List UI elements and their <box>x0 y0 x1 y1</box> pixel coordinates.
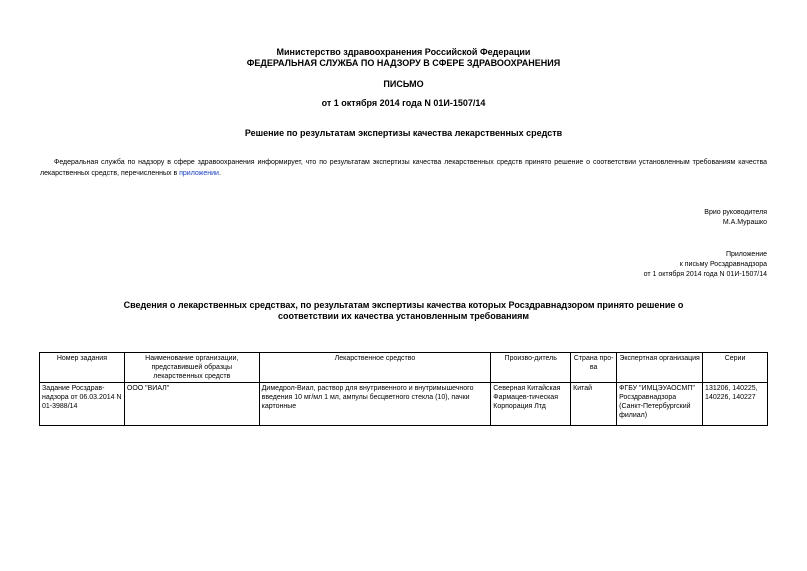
signature-block <box>704 208 767 228</box>
cell-manufacturer: Северная Китайская Фармацев-тическая Корпорация Лтд <box>491 383 571 426</box>
appendix-block <box>644 250 767 280</box>
body-end: . <box>218 170 221 177</box>
appendix-to: к письму Росздравнадзора <box>679 261 767 268</box>
header-medicine: Лекарственное средство <box>259 353 491 383</box>
table-row <box>40 383 768 426</box>
header-manufacturer: Произво-дитель <box>491 353 571 383</box>
appendix-date-number: от 1 октября 2014 года N 01И-1507/14 <box>643 271 767 278</box>
header-country: Страна про-ва <box>571 353 617 383</box>
service-name: ФЕДЕРАЛЬНАЯ СЛУЖБА ПО НАДЗОРУ В СФЕРЕ ЗДРАВООХРАНЕНИЯ <box>246 58 561 68</box>
body-text: Федеральная служба по надзору в сфере здравоохранения информирует, что по результатам экспертизы качества лекарственных средств принято решение о соответствии установленным требованиям качества лекарственных средств, перечисленных в <box>40 159 767 177</box>
cell-expert-organization: ФГБУ "ИМЦЭУАОСМП" Росздравнадзора (Санкт-Петербургский филиал) <box>617 383 703 426</box>
header-organization: Наименование организации, представившей образцы лекарственных средств <box>124 353 259 383</box>
body-paragraph <box>40 157 767 179</box>
document-date-number: от 1 октября 2014 года N 01И-1507/14 <box>321 98 486 108</box>
header-task-number: Номер задания <box>40 353 125 383</box>
cell-task-number: Задание Росздрав-надзора от 06.03.2014 N 01-3988/14 <box>40 383 125 426</box>
signature-name: М.А.Мурашко <box>722 219 767 226</box>
appendix-label: Приложение <box>725 251 767 258</box>
document-subject: Решение по результатам экспертизы качества лекарственных средств <box>244 128 563 138</box>
header-expert-organization: Экспертная организация <box>617 353 703 383</box>
ministry-name: Министерство здравоохранения Российской Федерации <box>276 47 531 57</box>
medicines-table <box>39 352 768 426</box>
header-series: Серии <box>703 353 768 383</box>
cell-country: Китай <box>571 383 617 426</box>
cell-series: 131206, 140225, 140226, 140227 <box>703 383 768 426</box>
appendix-link[interactable]: приложении <box>179 170 219 177</box>
cell-medicine: Димедрол-Виал, раствор для внутривенного и внутримышечного введения 10 мг/мл 1 мл, ампулы бесцветного стекла (10), пачки картонные <box>259 383 491 426</box>
cell-organization: ООО "ВИАЛ" <box>124 383 259 426</box>
appendix-title: Сведения о лекарственных средствах, по результатам экспертизы качества которых Росздравнадзором принято решение о соответствии их качества установленным требованиям <box>123 300 684 321</box>
document-type: ПИСЬМО <box>383 79 424 89</box>
signature-position: Врио руководителя <box>704 209 767 216</box>
table-header-row <box>40 353 768 383</box>
